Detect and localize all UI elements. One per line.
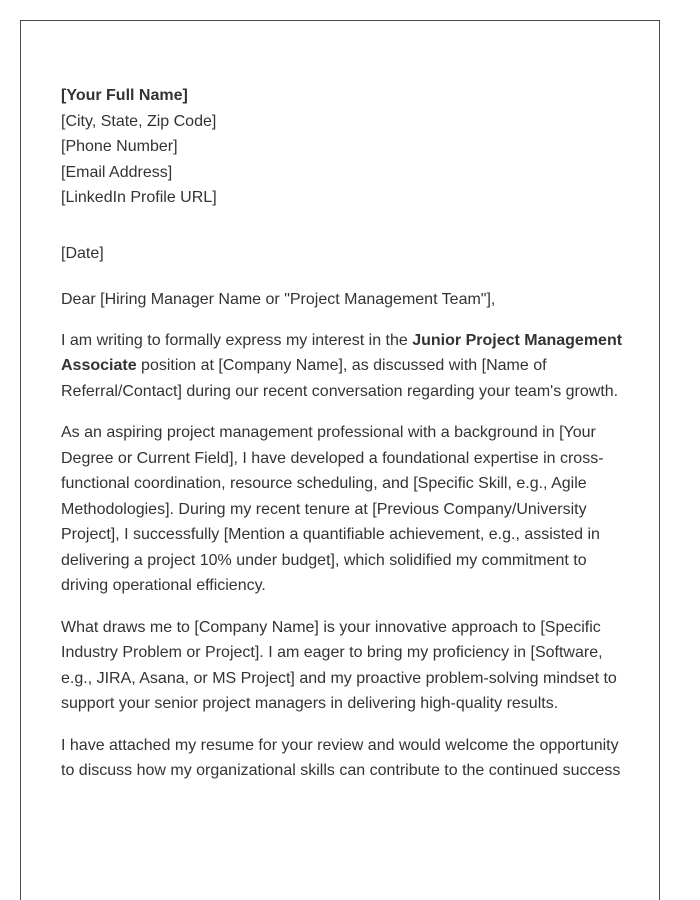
body-paragraph-4: I have attached my resume for your review and would welcome the opportunity to discuss how my organizational skills can contribute to the continued success — [61, 736, 621, 779]
paragraph-1-intro: I am writing to formally express my interest in the — [61, 331, 413, 349]
sender-phone: [Phone Number] — [61, 138, 178, 155]
letter-page — [20, 20, 660, 900]
body-paragraph-2: As an aspiring project management professional with a background in [Your Degree or Current Field], I have developed a foundational expertise in cross-functional coordination, resource scheduling, and [Specific Skill, e.g., Agile Methodologies]. During my recent tenure at [Previous Company/University Project], I successfully [Mention a quantifiable achievement, e.g., assisted in delivering a project 10% under budget], which solidified my commitment to driving operational efficiency. — [61, 424, 604, 594]
paragraph-1-rest: position at [Company Name], as discussed with [Name of Referral/Contact] during our recent conversation regarding your team's growth. — [61, 357, 619, 400]
letter-date: [Date] — [61, 244, 104, 262]
letter-content — [61, 83, 627, 784]
sender-block — [61, 83, 627, 211]
sender-name: [Your Full Name] — [61, 87, 188, 104]
sender-email: [Email Address] — [61, 163, 173, 181]
sender-linkedin: [LinkedIn Profile URL] — [61, 189, 217, 206]
body-paragraph-3: What draws me to [Company Name] is your innovative approach to [Specific Industry Problem or Project]. I am eager to bring my proficiency in [Software, e.g., JIRA, Asana, or MS Project] and my proactive problem-solving mindset to support your senior project managers in delivering high-quality results. — [61, 618, 617, 712]
salutation: Dear [Hiring Manager Name or "Project Management Team"], — [61, 290, 496, 308]
sender-location: [City, State, Zip Code] — [61, 112, 217, 130]
body-paragraph-1 — [61, 328, 627, 405]
position-title: Junior Project Management Associate — [61, 331, 623, 374]
